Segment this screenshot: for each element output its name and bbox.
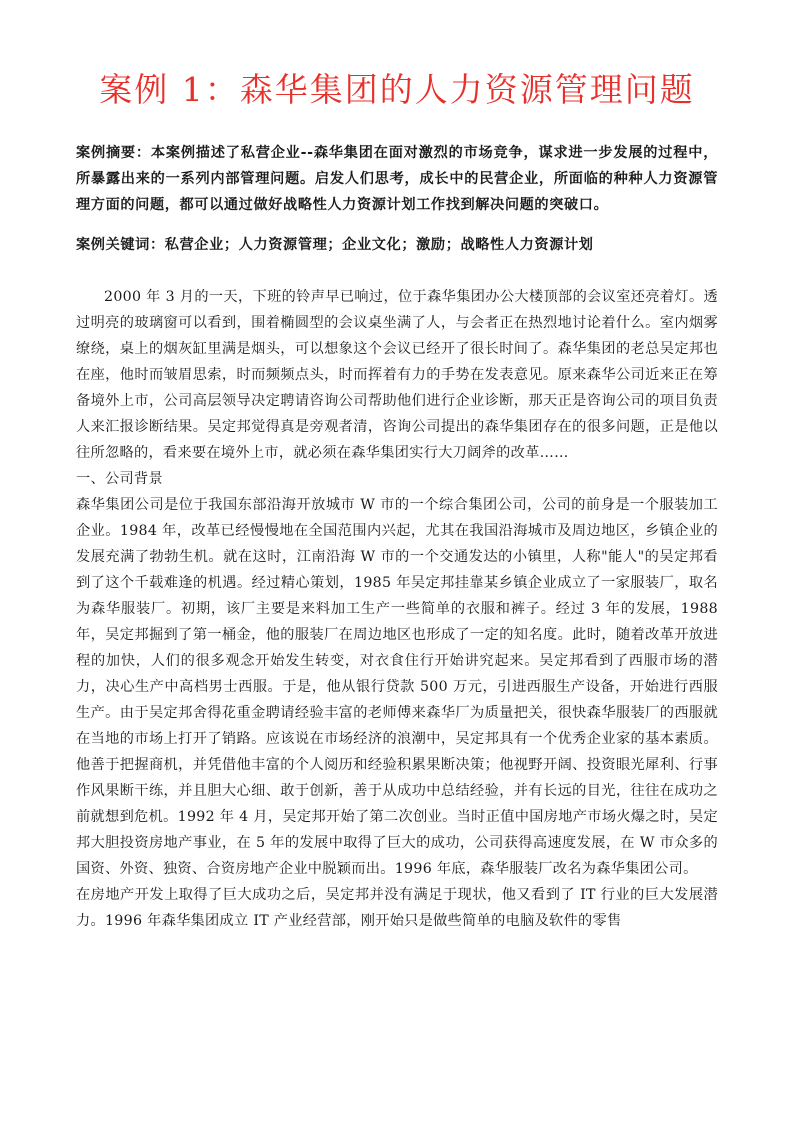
section-heading: 一、公司背景 bbox=[76, 471, 163, 487]
case-summary: 案例摘要：本案例描述了私营企业--森华集团在面对激烈的市场竞争，谋求进一步发展的过程中，所暴露出来的一系列内部管理问题。启发人们思考，成长中的民营企业，所面临的种种人力资源管理方面的问题，都可以通过做好战略性人力资源计划工作找到解决问题的突破口。 bbox=[76, 145, 718, 213]
paragraph-it: 在房地产开发上取得了巨大成功之后，吴定邦并没有满足于现状，他又看到了 IT 行业的巨大发展潜力。1996 年森华集团成立 IT 产业经营部，刚开始只是做些简单的电脑及软件的零售 bbox=[76, 887, 718, 929]
paragraph-background: 森华集团公司是位于我国东部沿海开放城市 W 市的一个综合集团公司，公司的前身是一个服装加工企业。1984 年，改革已经慢慢地在全国范围内兴起，尤其在我国沿海城市及周边地区，乡镇企业的发展充满了勃勃生机。就在这时，江南沿海 W 市的一个交通发达的小镇里，人称"能人"的吴定邦看到了这个千载难逢的机遇。经过精心策划，1985 年吴定邦挂靠某乡镇企业成立了一家服装厂，取名为森华服装厂。初期，该厂主要是来料加工生产一些简单的衣服和裤子。经过 3 年的发展，1988 年，吴定邦掘到了第一桶金，他的服装厂在周边地区也形成了一定的知名度。此时，随着改革开放进程的加快，人们的很多观念开始发生转变，对衣食住行开始讲究起来。吴定邦看到了西服市场的潜力，决心生产中高档男士西服。于是，他从银行贷款 500 万元，引进西服生产设备，开始进行西服生产。由于吴定邦舍得花重金聘请经验丰富的老师傅来森华厂为质量把关，很快森华服装厂的西服就在当地的市场上打开了销路。应该说在市场经济的浪潮中，吴定邦具有一个优秀企业家的基本素质。他善于把握商机，并凭借他丰富的个人阅历和经验积累果断决策；他视野开阔、投资眼光犀利、行事作风果断干练，并且胆大心细、敢于创新，善于从成功中总结经验，并有长远的目光，往往在成功之前就想到危机。1992 年 4 月，吴定邦开始了第二次创业。当时正值中国房地产市场火爆之时，吴定邦大胆投资房地产事业，在 5 年的发展中取得了巨大的成功，公司获得高速度发展，在 W 市众多的国资、外资、独资、合资房地产企业中脱颖而出。1996 年底，森华服装厂改名为森华集团公司。 bbox=[76, 497, 718, 877]
case-keywords: 案例关键词：私营企业；人力资源管理；企业文化；激励；战略性人力资源计划 bbox=[76, 237, 594, 253]
paragraph-intro: 2000 年 3 月的一天，下班的铃声早已响过，位于森华集团办公大楼顶部的会议室还亮着灯。透过明亮的玻璃窗可以看到，围着椭圆型的会议桌坐满了人，与会者正在热烈地讨论着什么。室内烟雾缭绕，桌上的烟灰缸里满是烟头，可以想象这个会议已经开了很长时间了。森华集团的老总吴定邦也在座，他时而皱眉思索，时而频频点头，时而挥着有力的手势在发表意见。原来森华公司近来正在筹备境外上市，公司高层领导决定聘请咨询公司帮助他们进行企业诊断，那天正是咨询公司的项目负责人来汇报诊断结果。吴定邦觉得真是旁观者清，咨询公司提出的森华集团存在的很多问题，正是他以往所忽略的，看来要在境外上市，就必须在森华集团实行大刀阔斧的改革…… bbox=[76, 289, 718, 461]
document-title: 案例 1：森华集团的人力资源管理问题 bbox=[99, 70, 695, 109]
